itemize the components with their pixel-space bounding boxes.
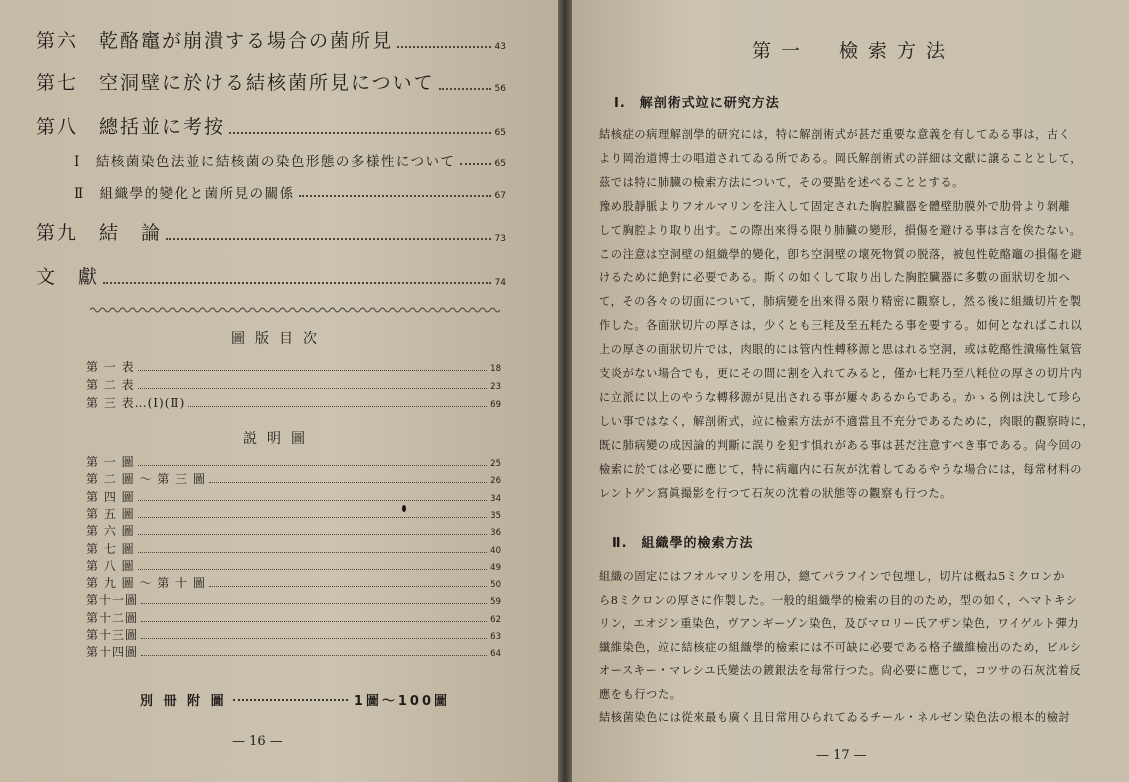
body-text-line: しい事ではなく，解剖術式，竝に檢索方法が不適當且不充分であるために，肉眼的觀察時に， bbox=[599, 414, 1094, 428]
toc-entry-7 bbox=[36, 68, 506, 95]
toc-page-number: 65 bbox=[494, 159, 506, 169]
body-text-line: 檢索に於ては必要に應じて，特に病竈内に石灰が沈着してゐるやうな場合には，每常材料の bbox=[599, 462, 1083, 476]
toc-page-number: 43 bbox=[494, 42, 506, 52]
body-text-line: て，その各々の切面について，肺病變を出來得る限り精密に觀察し，然る後に組織切片を製 bbox=[599, 295, 1082, 309]
figure-entry-page: 62 bbox=[490, 614, 501, 625]
figure-entry-label: 第十四圖 bbox=[86, 645, 139, 660]
figure-entry-label: 第 六 圖 bbox=[86, 524, 135, 539]
leader-dots bbox=[103, 282, 491, 284]
toc-entry-label: Ⅰ 結核菌染色法並に結核菌の染色形態の多様性について bbox=[74, 154, 456, 170]
toc-entry-label: 第七 空洞壁に於ける結核菌所見について bbox=[36, 72, 435, 94]
table-entry-label: 第 一 表 bbox=[86, 360, 135, 374]
figure-entry-label: 第 七 圖 bbox=[86, 541, 135, 556]
right-page bbox=[572, 0, 1129, 782]
left-page bbox=[0, 0, 558, 782]
figure-entry-label: 第 一 圖 bbox=[86, 455, 135, 469]
body-text-line: レントゲン寫眞撮影を行つて石灰の沈着の狀態等の觀察も行つた。 bbox=[599, 486, 952, 500]
body-text-line: けるために絶對に必要である。斯くの如くして取り出した胸腔臟器に多數の面狀切を加へ bbox=[599, 271, 1071, 285]
body-text-line: して胸腔より取り出す。この際出來得る限り肺臟の變形，損傷を避ける事は言を俟たない。 bbox=[599, 223, 1082, 237]
figure-entry bbox=[86, 456, 501, 470]
body-text-line: に立派に以上のやうな轉移源が見出される事が屢々あるからである。かゝる例は決して珍ら bbox=[599, 390, 1083, 404]
table-entry-page: 23 bbox=[490, 382, 501, 392]
leader-dots bbox=[209, 586, 487, 587]
chapter-title: 第一 檢索方法 bbox=[752, 40, 956, 62]
figure-entry-label: 第 九 圖 ～ 第 十 圖 bbox=[86, 576, 206, 591]
figure-entry-page: 36 bbox=[490, 528, 501, 539]
figure-entry bbox=[86, 594, 501, 608]
leader-dots bbox=[138, 552, 488, 553]
toc-entry-label: Ⅱ 組織學的變化と菌所見の關係 bbox=[74, 186, 295, 202]
leader-dots bbox=[138, 534, 488, 535]
body-text-line: 纎維染色，竝に結核症の組織學的檢索には不可缺に必要である格子纎維檢出のため，ビルシ bbox=[599, 640, 1082, 654]
figure-entry bbox=[86, 473, 501, 487]
wavy-divider bbox=[90, 306, 500, 314]
table-entry bbox=[86, 397, 501, 411]
table-entry-label: 第 三 表…(Ⅰ)(Ⅱ) bbox=[86, 396, 186, 410]
figure-entry-label: 第十三圖 bbox=[86, 628, 139, 642]
figure-entry-label: 第 四 圖 bbox=[86, 489, 135, 504]
figure-entry-page: 40 bbox=[490, 545, 501, 556]
leader-dots bbox=[141, 638, 487, 639]
leader-dots bbox=[299, 195, 491, 197]
supplement-line bbox=[140, 690, 450, 709]
figure-entry bbox=[86, 508, 501, 522]
toc-entry-references bbox=[36, 262, 506, 289]
body-text-line: オースキー・マレシユ氏變法の鍍銀法を每常行つた。尙必要に應じて，コツサの石灰沈着反 bbox=[599, 664, 1082, 677]
book-gutter bbox=[558, 0, 572, 782]
leader-dots bbox=[138, 500, 488, 501]
toc-entry-8 bbox=[36, 112, 506, 139]
figure-entry bbox=[86, 646, 501, 660]
supplement-range: 1圖～100圖 bbox=[353, 694, 450, 709]
figure-entry bbox=[86, 543, 501, 557]
leader-dots bbox=[138, 569, 488, 570]
body-text-line: 既に肺病變の成因論的判斷に誤りを犯す惧れがある事は甚だ注意すべき事である。尙今回の bbox=[599, 438, 1083, 452]
leader-dots bbox=[138, 388, 488, 389]
figure-entry bbox=[86, 612, 501, 626]
body-text-line: 上の厚さの面狀切片では，肉眼的には管内性轉移源と思はれる空洞，或は乾酪性潰瘍性氣管 bbox=[599, 343, 1083, 357]
toc-entry-9 bbox=[36, 218, 506, 245]
body-text-line: 豫め股靜脈よりフオルマリンを注入して固定された胸腔臟器を體壁肋膜外で肋骨より剝離 bbox=[599, 199, 1071, 213]
figure-entry-page: 35 bbox=[490, 510, 501, 521]
table-entry bbox=[86, 379, 501, 393]
section-heading-2: Ⅱ. 組織學的檢索方法 bbox=[612, 536, 754, 551]
page-number-left: — 16 — bbox=[232, 734, 283, 749]
toc-page-number: 73 bbox=[494, 234, 506, 244]
section-heading-1: Ⅰ. 解剖術式竝に研究方法 bbox=[614, 96, 780, 111]
figure-entry-page: 59 bbox=[490, 597, 501, 608]
toc-entry-label: 第六 乾酪竈が崩潰する場合の菌所見 bbox=[36, 30, 394, 52]
plates-heading: 圖版目次 bbox=[231, 331, 327, 347]
leader-dots bbox=[141, 621, 487, 622]
leader-dots bbox=[209, 482, 487, 483]
leader-dots bbox=[229, 132, 491, 134]
figure-entry bbox=[86, 491, 501, 505]
leader-dots bbox=[141, 655, 487, 656]
body-text-line: 作した。各面狀切片の厚さは，少くとも三粍及至五粍たる事を要する。如何となればこれ以 bbox=[599, 319, 1083, 333]
figure-entry-page: 34 bbox=[490, 493, 501, 504]
figure-entry-page: 26 bbox=[490, 476, 501, 487]
leader-dots bbox=[138, 370, 488, 371]
figure-entry bbox=[86, 525, 501, 539]
toc-page-number: 67 bbox=[494, 191, 506, 201]
leader-dots bbox=[188, 406, 487, 407]
toc-page-number: 74 bbox=[494, 278, 506, 288]
toc-entry-6 bbox=[36, 26, 506, 53]
body-text-line: 應をも行つた。 bbox=[599, 687, 682, 701]
toc-entry-label: 文 獻 bbox=[36, 266, 100, 288]
toc-page-number: 56 bbox=[494, 84, 506, 94]
body-text-line: より岡治道博士の唱道されてゐる所である。岡氏解剖術式の詳細は文獻に譲ることとして， bbox=[599, 151, 1083, 165]
body-text-line: 茲では特に肺臓の檢索方法について，その要點を述べることとする。 bbox=[599, 175, 964, 189]
body-text-line: 結核菌染色には從來最も廣く且日常用ひられてゐるチール・ネルゼン染色法の根本的檢討 bbox=[599, 711, 1071, 724]
toc-subentry-1 bbox=[74, 150, 506, 170]
leader-dots bbox=[138, 517, 488, 518]
figures-heading: 説明圖 bbox=[243, 431, 315, 447]
leader-dots bbox=[166, 238, 491, 240]
page-number-right: — 17 — bbox=[816, 748, 867, 763]
toc-entry-label: 第八 總括並に考按 bbox=[36, 116, 226, 138]
body-text-line: リン，エオジン重染色，ヴアンギーゾン染色，及びマロリー氏アザン染色，ワイゲルト彈力 bbox=[599, 617, 1080, 630]
toc-entry-label: 第九 結 論 bbox=[36, 222, 163, 244]
figure-entry-page: 25 bbox=[490, 459, 501, 469]
figure-entry-page: 49 bbox=[490, 562, 501, 573]
figure-entry-label: 第 五 圖 bbox=[86, 506, 135, 521]
figure-entry-label: 第 二 圖 ～ 第 三 圖 bbox=[86, 472, 206, 487]
figure-entry bbox=[86, 577, 501, 591]
body-text-line: 支炎がない場合でも，更にその間に割を入れてみると，僅か七粍乃至八粍位の厚さの切片内 bbox=[599, 367, 1083, 380]
table-entry bbox=[86, 361, 501, 375]
leader-dots bbox=[138, 465, 488, 466]
body-text-line: ら8ミクロンの厚さに作製した。一般的組織學的檢索の目的のため，型の如く，ヘマトキシ bbox=[599, 593, 1078, 607]
body-text-line: 組織の固定にはフオルマリンを用ひ，總てパラフインで包埋し，切片は槪ね5ミクロンか bbox=[599, 570, 1065, 583]
toc-page-number: 65 bbox=[494, 128, 506, 138]
supplement-label: 別 冊 附 圖 bbox=[140, 694, 227, 709]
figure-entry-label: 第十二圖 bbox=[86, 610, 139, 625]
leader-dots bbox=[141, 603, 487, 604]
toc-subentry-2 bbox=[74, 182, 506, 202]
figure-entry bbox=[86, 629, 501, 643]
leader-dots bbox=[233, 699, 348, 701]
body-text-line: 結核症の病理解剖學的研究には，特に解剖術式が甚だ重要な意義を有してゐる事は，古く bbox=[599, 128, 1071, 141]
figure-entry-page: 64 bbox=[490, 649, 501, 660]
table-entry-page: 18 bbox=[490, 364, 501, 374]
leader-dots bbox=[460, 163, 491, 165]
figure-entry-page: 63 bbox=[490, 632, 501, 642]
figure-entry-label: 第十一圖 bbox=[86, 593, 139, 608]
figure-entry-label: 第 八 圖 bbox=[86, 558, 135, 573]
leader-dots bbox=[397, 46, 491, 48]
figure-entry-page: 50 bbox=[490, 580, 501, 591]
table-entry-page: 69 bbox=[490, 400, 501, 410]
figure-entry bbox=[86, 560, 501, 574]
table-entry-label: 第 二 表 bbox=[86, 378, 135, 392]
leader-dots bbox=[439, 88, 491, 90]
body-text-line: この注意は空洞壁の組織學的變化，卽ち空洞壁の壞死物質の脱落，被包性乾酪竈の損傷を避 bbox=[599, 247, 1083, 261]
